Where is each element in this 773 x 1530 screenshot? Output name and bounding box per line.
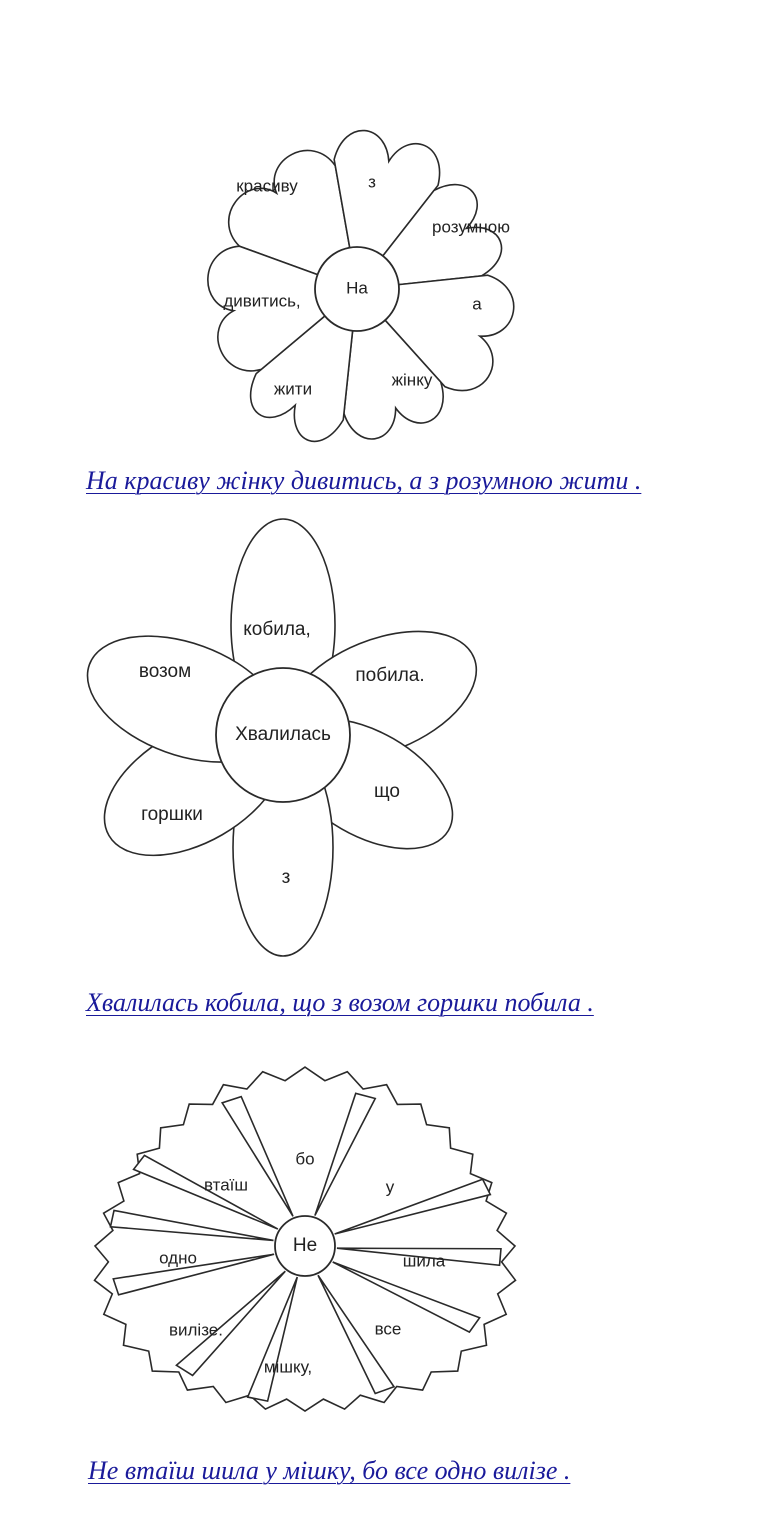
flower-1-word: жити bbox=[273, 379, 313, 399]
flower-1-word: дивитись, bbox=[223, 291, 301, 311]
flower-3-word: бо bbox=[295, 1149, 315, 1169]
flower-1-center-word: На bbox=[346, 278, 368, 298]
flower-2-word: возом bbox=[138, 661, 192, 683]
flower-3-word: шила bbox=[402, 1251, 446, 1271]
flower-1-word: жінку bbox=[391, 370, 433, 390]
flower-1-word: з bbox=[368, 172, 376, 192]
flower-2-center-word: Хвалилась bbox=[235, 724, 331, 746]
flower-2-word: побила. bbox=[355, 665, 425, 687]
flower-3-word: мішку, bbox=[263, 1357, 313, 1377]
flower-3-word: все bbox=[374, 1319, 402, 1339]
flower-2-word: з bbox=[281, 867, 291, 889]
answer-line-2: Хвалилась кобила, що з возом горшки побила . bbox=[86, 988, 594, 1017]
answer-line-1: На красиву жінку дивитись, а з розумною жити . bbox=[86, 466, 642, 495]
flower-3-center-word: Не bbox=[292, 1235, 318, 1257]
answer-line-3: Не втаїш шила у мішку, бо все одно вилізе . bbox=[88, 1456, 571, 1485]
flower-1-word: розумною bbox=[432, 217, 510, 237]
flower-2-word: кобила, bbox=[243, 619, 311, 641]
flower-3-word: одно bbox=[159, 1248, 197, 1268]
flower-1-word: красиву bbox=[236, 176, 298, 196]
flower-2-word: горшки bbox=[141, 804, 203, 826]
flower-3-word: втаїш bbox=[203, 1175, 249, 1195]
flower-3-word: у bbox=[385, 1177, 395, 1197]
flower-1-word: а bbox=[472, 294, 482, 314]
flower-3-word: вилізе. bbox=[168, 1320, 224, 1340]
flower-3 bbox=[95, 1067, 516, 1411]
flower-1 bbox=[208, 131, 514, 442]
flower-2-word: що bbox=[374, 781, 400, 803]
flower-2 bbox=[70, 519, 495, 956]
